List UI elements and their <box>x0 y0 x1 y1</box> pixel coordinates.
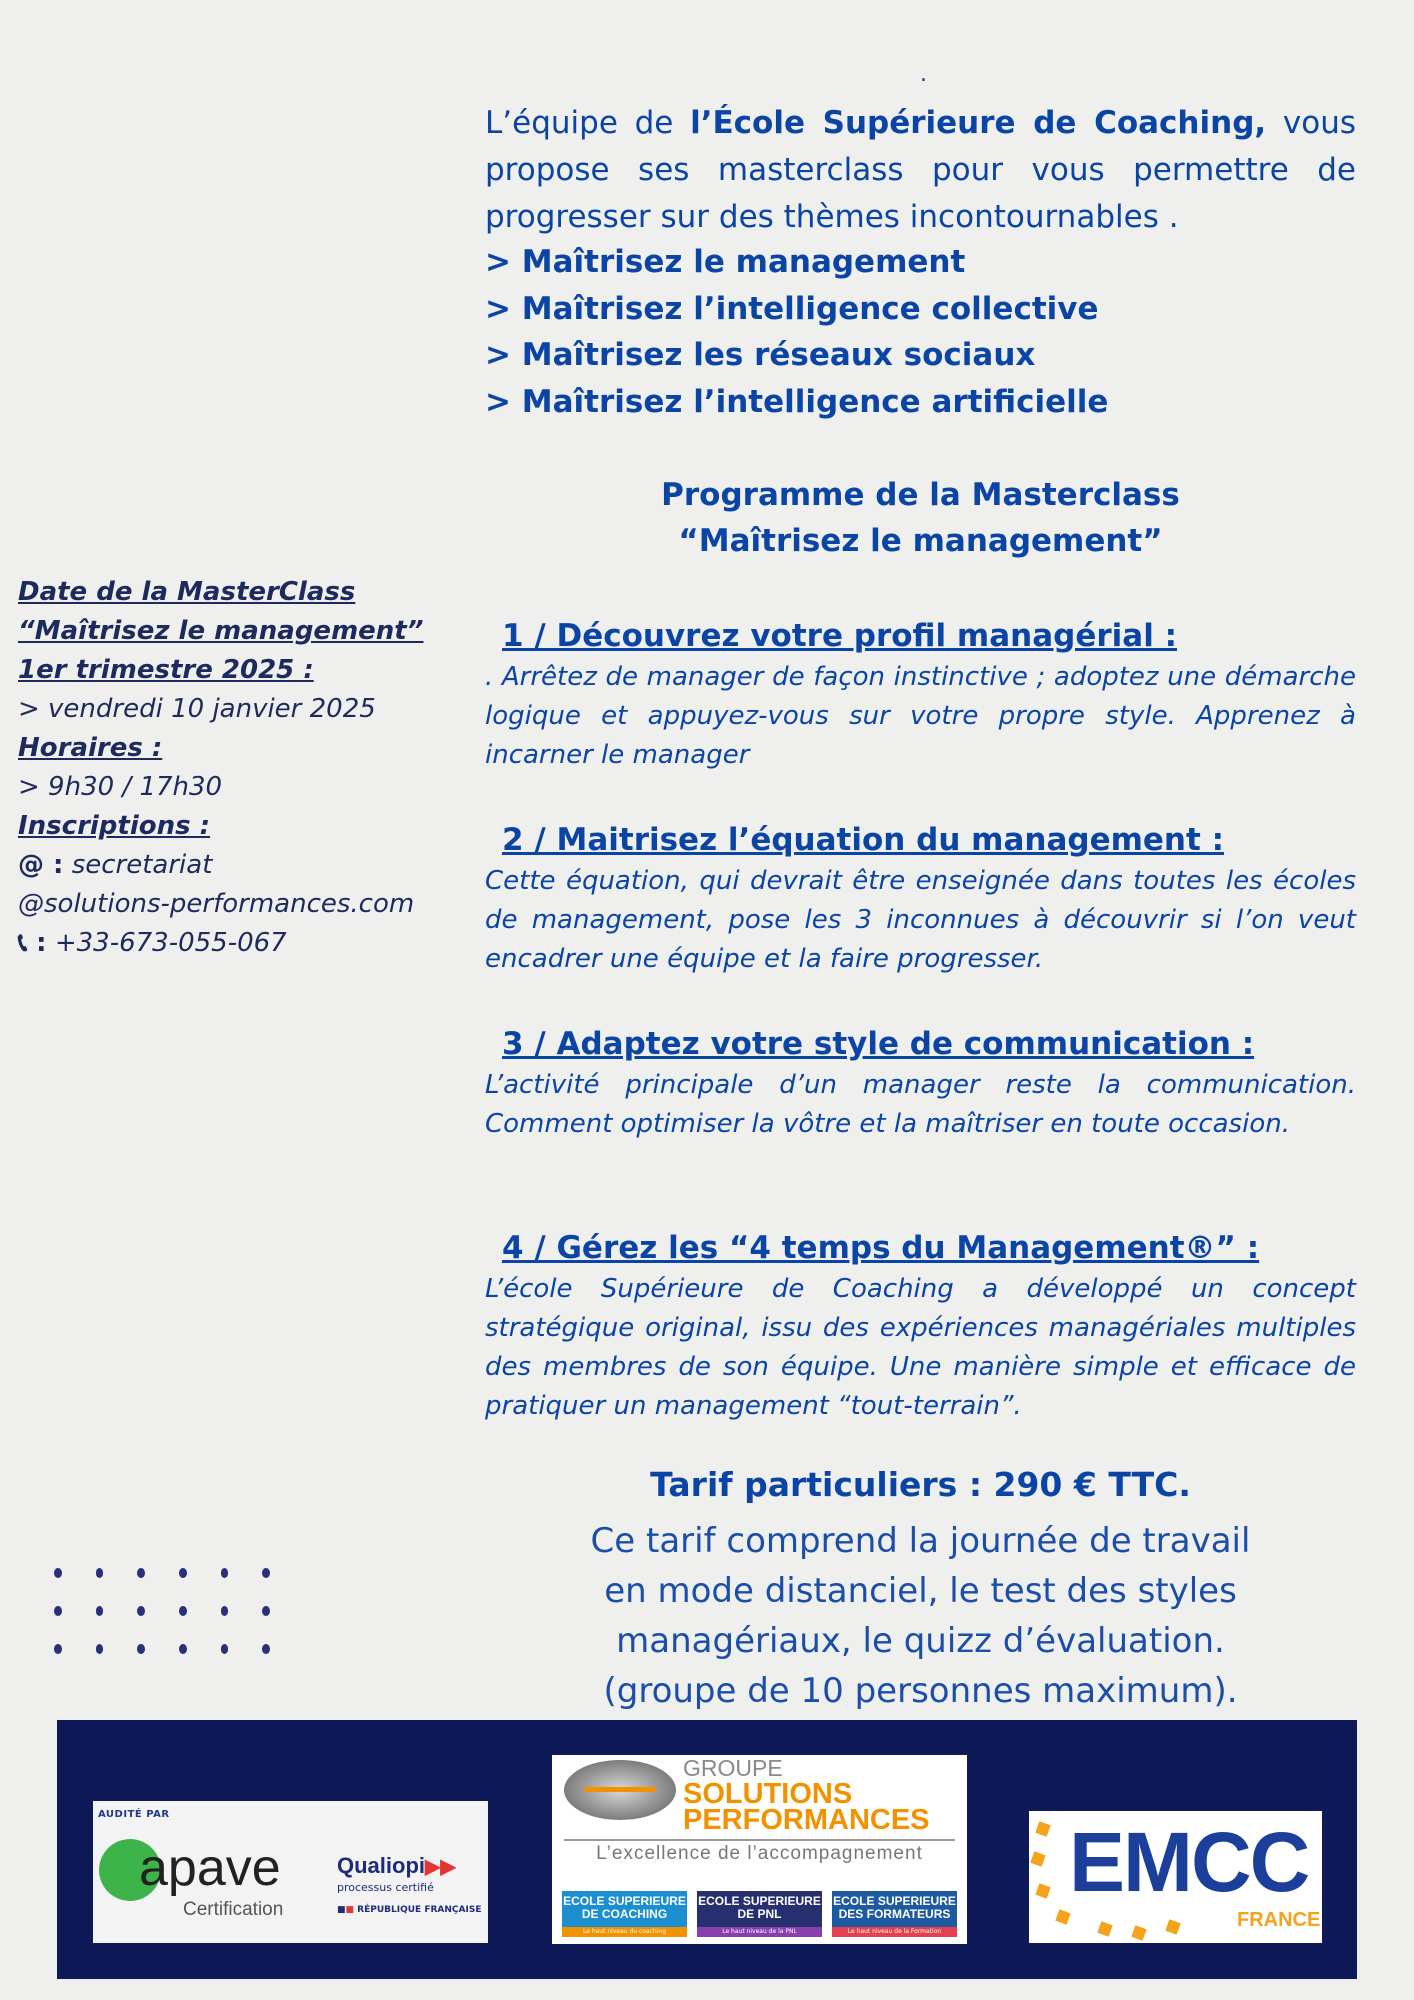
emcc-dot-icon <box>1097 1921 1112 1936</box>
intro-pre: L’équipe de <box>485 105 691 141</box>
badge-line2: DES FORMATEURS <box>838 1907 951 1921</box>
at-icon: @ : <box>18 850 64 880</box>
section-text: L’activité principale d’un manager reste la communication. Comment optimiser la vôtre et la maîtriser en toute occasion. <box>485 1070 1356 1139</box>
badge-line1: ECOLE SUPERIEURE <box>698 1894 821 1908</box>
badge-strip: Le haut niveau de la Formation <box>832 1927 957 1937</box>
school-badge-formateurs <box>832 1891 957 1927</box>
emcc-dot-icon <box>1131 1925 1146 1940</box>
section-text: . Arrêtez de manager de façon instinctive ; adoptez une démarche logique et appuyez-vous sur votre propre style. Apprenez à incarner le manager <box>485 662 1356 770</box>
decorative-dot-grid <box>54 1568 304 1682</box>
masterclass-item: > Maîtrisez l’intelligence artificielle <box>485 383 1109 420</box>
programme-section-4 <box>485 1226 1356 1426</box>
badge-strip: Le haut niveau de la PNL <box>697 1927 822 1937</box>
price-description-line: managériaux, le quizz d’évaluation. <box>616 1621 1225 1661</box>
school-badge-pnl <box>697 1891 822 1927</box>
apave-audit-label: AUDITÉ PAR <box>98 1809 170 1820</box>
masterclass-item: > Maîtrisez les réseaux sociaux <box>485 337 1036 373</box>
gsp-emblem-icon <box>564 1760 676 1820</box>
republique-label: RÉPUBLIQUE FRANÇAISE <box>357 1905 482 1915</box>
masterclass-item: > Maîtrisez l’intelligence collective <box>485 290 1099 327</box>
programme-title <box>485 472 1356 564</box>
section-title: 3 / Adaptez votre style de communication : <box>502 1026 1255 1062</box>
price-description-line: en mode distanciel, le test des styles <box>604 1571 1237 1611</box>
masterclass-list <box>485 239 1385 425</box>
phone-icon: 📞︎ <box>18 928 28 958</box>
section-title: 1 / Découvrez votre profil managérial : <box>502 618 1178 654</box>
qualiopi-arrow-icon: ▶▶ <box>425 1856 456 1878</box>
emcc-dot-icon <box>1030 1851 1045 1866</box>
gsp-tagline: L’excellence de l’accompagnement <box>596 1843 923 1864</box>
apave-certification: Certification <box>183 1899 284 1920</box>
apave-name: apave <box>139 1839 281 1897</box>
programme-section-1 <box>485 614 1356 775</box>
email-domain[interactable]: @solutions-performances.com <box>18 889 415 919</box>
intro-post: vous propose ses masterclass pour vous permettre de progresser sur des thèmes incontournables . <box>485 105 1356 235</box>
school-badge-coaching <box>562 1891 687 1927</box>
badge-line2: DE COACHING <box>581 1907 668 1921</box>
apave-qualiopi-logo <box>93 1801 488 1943</box>
masterclass-name: “Maîtrisez le management” <box>18 616 424 646</box>
intro-school-name: l’École Supérieure de Coaching, <box>690 105 1267 141</box>
date-value: > vendredi 10 janvier 2025 <box>18 694 376 724</box>
email-user[interactable]: secretariat <box>63 850 213 880</box>
phone-line <box>18 924 468 963</box>
phone-prefix: : <box>27 928 47 958</box>
emcc-country: FRANCE <box>1237 1909 1321 1931</box>
gsp-performances: PERFORMANCES <box>683 1804 930 1836</box>
emcc-dot-icon <box>1035 1821 1050 1836</box>
hours-label: Horaires : <box>18 733 163 763</box>
emcc-name: EMCC <box>1069 1815 1309 1909</box>
qualiopi-name: Qualiopi <box>337 1853 425 1878</box>
groupe-solutions-performances-logo <box>552 1755 967 1944</box>
info-sidebar <box>18 573 468 963</box>
programme-title-line1: Programme de la Masterclass <box>661 477 1180 513</box>
republique-francaise: ■■ RÉPUBLIQUE FRANÇAISE <box>337 1905 482 1915</box>
qualiopi-subtitle: processus certifié <box>337 1881 434 1894</box>
gsp-groupe: GROUPE <box>683 1755 783 1781</box>
trimester-label: 1er trimestre 2025 : <box>18 655 314 685</box>
badge-line1: ECOLE SUPERIEURE <box>833 1894 956 1908</box>
emcc-logo <box>1029 1811 1322 1943</box>
badge-line2: DE PNL <box>737 1907 782 1921</box>
qualiopi-logo <box>337 1853 456 1879</box>
gsp-solutions: SOLUTIONS <box>683 1778 853 1810</box>
price-description <box>485 1516 1356 1716</box>
emcc-dot-icon <box>1035 1883 1050 1898</box>
emcc-dot-icon <box>1165 1919 1180 1934</box>
email-line <box>18 846 468 885</box>
price: Tarif particuliers : 290 € TTC. <box>650 1465 1191 1504</box>
masterclass-item: > Maîtrisez le management <box>485 244 966 280</box>
registration-label: Inscriptions : <box>18 811 211 841</box>
intro-paragraph <box>485 100 1356 241</box>
section-title: 4 / Gérez les “4 temps du Management®” : <box>502 1230 1260 1266</box>
programme-section-2 <box>485 818 1356 979</box>
programme-title-line2: “Maîtrisez le management” <box>678 523 1163 559</box>
emcc-dot-icon <box>1055 1909 1070 1924</box>
price-description-line: (groupe de 10 personnes maximum). <box>603 1671 1238 1711</box>
badge-strip: Le haut niveau du coaching <box>562 1927 687 1937</box>
date-label: Date de la MasterClass <box>18 577 356 607</box>
programme-section-3 <box>485 1022 1356 1144</box>
section-text: L’école Supérieure de Coaching a développé un concept stratégique original, issu des expériences managériales multiples des membres de son équipe. Une manière simple et efficace de pratiquer un management “tout-terrain”. <box>485 1274 1356 1421</box>
footer-logo-band <box>57 1720 1357 1979</box>
price-description-line: Ce tarif comprend la journée de travail <box>590 1521 1251 1561</box>
gsp-divider <box>564 1839 955 1841</box>
badge-line1: ECOLE SUPERIEURE <box>563 1894 686 1908</box>
phone-number[interactable]: +33-673-055-067 <box>46 928 287 958</box>
hours-value: > 9h30 / 17h30 <box>18 772 223 802</box>
pricing-block <box>485 1460 1356 1716</box>
section-text: Cette équation, qui devrait être enseignée dans toutes les écoles de management, pose les 3 inconnues à découvrir si l’on veut encadrer une équipe et la faire progresser. <box>485 866 1356 974</box>
top-dot: . <box>920 62 927 87</box>
section-title: 2 / Maitrisez l’équation du management : <box>502 822 1225 858</box>
